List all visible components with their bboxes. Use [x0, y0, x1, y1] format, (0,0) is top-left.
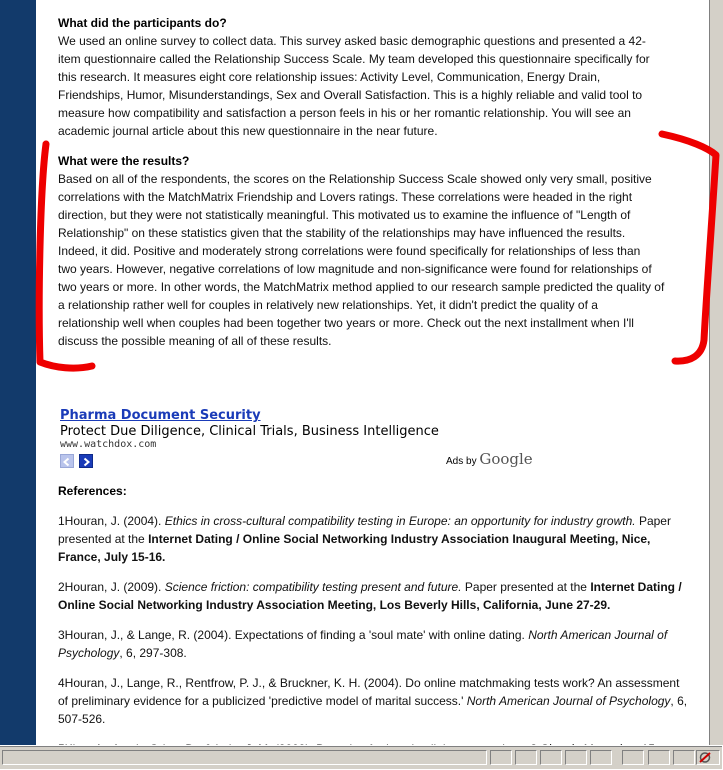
paragraph-line: measure how compatibility and satisfaction a person feels in his or her romantic relationship. You will see an: [58, 106, 631, 120]
paragraph-line: Relationship" on these statistics given that the stability of the relationships may have influenced the results.: [58, 226, 626, 240]
paragraph-line: Based on all of the respondents, the scores on the Relationship Success Scale showed only very small, positive: [58, 172, 652, 186]
reference-list: [58, 512, 688, 758]
status-cell: [673, 750, 695, 765]
reference-text: 3Houran, J., & Lange, R. (2004). Expectations of finding a 'soul mate' with online dating.: [58, 628, 529, 642]
status-cell: [648, 750, 670, 765]
reference-text: Internet Dating / Online Social Networking Industry Association Inaugural Meeting, Nice, France, July 15-16.: [58, 532, 651, 564]
status-cell: [590, 750, 612, 765]
paragraph-line: two years. However, negative correlations of low magnitude and non-significance were found for relationships of: [58, 262, 652, 276]
article-body: [58, 14, 683, 350]
chevron-left-icon: [61, 456, 73, 468]
paragraph-line: this research. It measures eight core relationship issues: Activity Level, Communication, Energy Drain,: [58, 70, 601, 84]
reference-text: , 6, 507-526.: [58, 694, 688, 726]
reference-item: [58, 674, 688, 728]
reference-text: Ethics in cross-cultural compatibility testing in Europe: an opportunity for industry growth.: [164, 514, 636, 528]
ad-prev-button[interactable]: [60, 454, 74, 468]
chevron-right-icon: [80, 456, 92, 468]
ad-description: Protect Due Diligence, Clinical Trials, Business Intelligence: [60, 424, 439, 439]
left-navy-bar: [0, 0, 36, 745]
paragraph-line: We used an online survey to collect data. This survey asked basic demographic questions and presented a 42-: [58, 34, 646, 48]
reference-text: North American Journal of Psychology: [466, 694, 671, 708]
paragraph-line: direction, but they were not statistically meaningful. This motivated us to examine the influence of "Length of: [58, 208, 631, 222]
status-cell: [565, 750, 587, 765]
ad-next-button[interactable]: [79, 454, 93, 468]
reference-text: North American Journal of Psychology: [58, 628, 668, 660]
paragraph-line: discuss the possible meaning of all of these results.: [58, 334, 332, 348]
reference-item: [58, 578, 688, 614]
paragraph-line: Indeed, it did. Positive and moderately strong correlations were found specifically for relationships of less than: [58, 244, 641, 258]
reference-text: Science friction: compatibility testing present and future.: [164, 580, 462, 594]
paragraph-line: a relationship rather well for couples in relatively new relationships. Yet, it didn't predict the quality of a: [58, 298, 598, 312]
ad-url[interactable]: www.watchdox.com: [60, 439, 157, 450]
reference-item: [58, 512, 688, 566]
paragraph-line: correlations with the MatchMatrix Friendship and Lovers ratings. These correlations were headed in the right: [58, 190, 633, 204]
ad-block: [60, 408, 660, 472]
paragraph-line: item questionnaire called the Relationship Success Scale. My team developed this questionnaire specifically for: [58, 52, 650, 66]
participants-heading: What did the participants do?: [58, 16, 227, 30]
ad-title-link[interactable]: Pharma Document Security: [60, 408, 261, 423]
privacy-status-cell[interactable]: [696, 750, 720, 765]
reference-text: Internet Dating / Online Social Networking Industry Association Meeting, Los Beverly Hills, California, June 27-29.: [58, 580, 682, 612]
ads-by-google[interactable]: [446, 450, 533, 468]
security-privacy-icon: [697, 751, 713, 764]
window-right-edge: [709, 0, 723, 745]
paragraph-line: academic journal article about this new questionnaire in the near future.: [58, 124, 438, 138]
reference-text: 2Houran, J. (2009).: [58, 580, 165, 594]
paragraph-line: two years or more. In other words, the MatchMatrix method applied to our research sample predicted the quality of: [58, 280, 665, 294]
browser-status-bar: [0, 745, 722, 769]
status-cell: [540, 750, 562, 765]
results-heading: What were the results?: [58, 154, 190, 168]
reference-text: 4Houran, J., Lange, R., Rentfrow, P. J., & Bruckner, K. H. (2004). Do online matchmaking tests work? An assessment of preliminary evidence for a publicized 'predictive model of marital success.': [58, 676, 680, 708]
status-text-area: [2, 750, 487, 765]
status-cell: [490, 750, 512, 765]
results-paragraph: [58, 170, 683, 350]
ads-by-label: Ads by: [446, 456, 477, 467]
paragraph-line: Friendships, Humor, Misunderstandings, Sex and Overall Satisfaction. This is a highly reliable and valid tool to: [58, 88, 643, 102]
references-section: [58, 482, 688, 770]
reference-item: [58, 626, 688, 662]
references-heading: References:: [58, 484, 127, 498]
status-cell: [622, 750, 644, 765]
google-logo: Google: [479, 450, 533, 468]
paragraph-line: relationship well when couples had been together two years or more. Check out the next installment when I'll: [58, 316, 634, 330]
reference-text: , 6, 297-308.: [119, 646, 187, 660]
reference-text: Paper presented at the: [461, 580, 591, 594]
participants-paragraph: [58, 32, 683, 140]
reference-text: Paper presented at the: [58, 514, 671, 546]
reference-text: 1Houran, J. (2004).: [58, 514, 165, 528]
status-cell: [515, 750, 537, 765]
page-content: [36, 0, 709, 745]
